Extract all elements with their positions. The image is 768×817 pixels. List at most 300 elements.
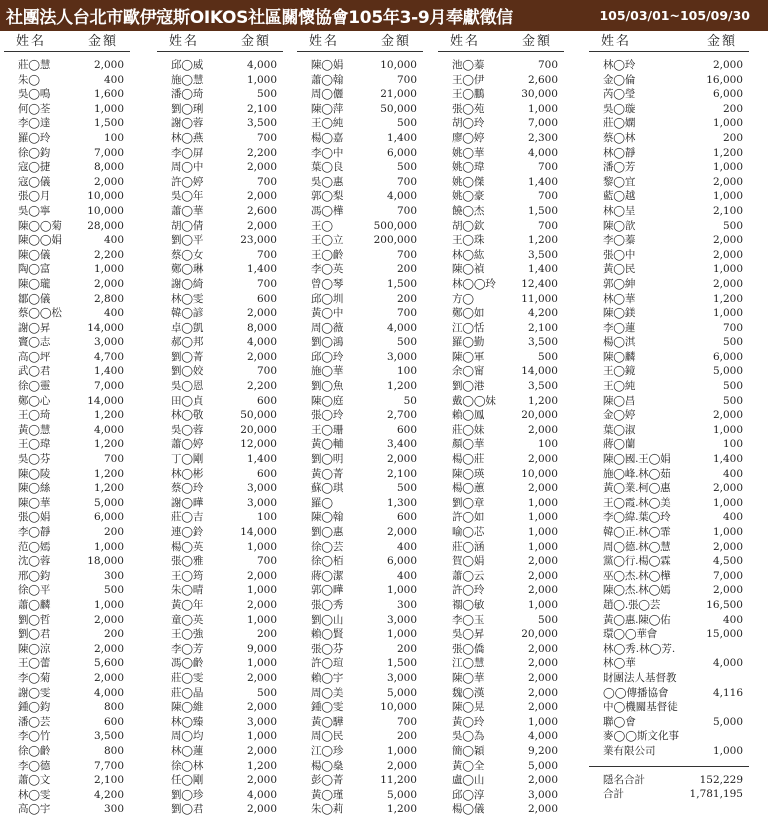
donor-name: 陳◯瑛 bbox=[452, 467, 485, 480]
donor-name: 顏◯華 bbox=[452, 438, 485, 451]
donor-amount: 4,000 bbox=[246, 336, 277, 349]
donor-amount: 4,200 bbox=[527, 307, 558, 320]
donor-row bbox=[297, 437, 423, 452]
donor-amount: 20,000 bbox=[521, 409, 558, 422]
column-header bbox=[4, 34, 130, 52]
donor-name: 蔡◯◯松 bbox=[18, 307, 62, 320]
donor-amount: 23,000 bbox=[240, 234, 277, 247]
donor-row bbox=[438, 408, 564, 423]
donor-name: 劉◯鴻 bbox=[311, 336, 344, 349]
donor-row bbox=[4, 452, 130, 467]
donor-row bbox=[4, 175, 130, 190]
donor-name: 韓◯諺 bbox=[171, 307, 204, 320]
donor-name: 徐◯芸 bbox=[311, 540, 344, 553]
donor-name: 林◯靜 bbox=[603, 146, 636, 159]
donor-row bbox=[157, 146, 283, 161]
donor-amount: 2,000 bbox=[527, 569, 558, 582]
donor-row bbox=[438, 452, 564, 467]
grand-total-value: 1,781,195 bbox=[689, 788, 743, 801]
donor-amount: 700 bbox=[256, 131, 277, 144]
donor-row bbox=[4, 87, 130, 102]
donor-name: 陳◯杰.林◯嫣 bbox=[603, 584, 671, 597]
donor-row bbox=[4, 554, 130, 569]
donor-name: 蔡◯女 bbox=[171, 248, 204, 261]
donor-list bbox=[0, 34, 768, 816]
donor-amount: 1,000 bbox=[712, 190, 743, 203]
donor-row bbox=[438, 364, 564, 379]
donor-row bbox=[297, 379, 423, 394]
donor-amount: 2,000 bbox=[712, 59, 743, 71]
donor-row bbox=[297, 116, 423, 131]
donor-amount: 2,300 bbox=[527, 131, 558, 144]
donor-name: 魏◯漢 bbox=[452, 686, 485, 699]
donor-row bbox=[589, 364, 749, 379]
donor-amount: 14,000 bbox=[87, 394, 124, 407]
donor-name: 劉◯君 bbox=[171, 803, 204, 816]
donor-name: 江◯恬 bbox=[452, 321, 485, 334]
donor-name: 蕭◯婷 bbox=[171, 438, 204, 451]
donor-row bbox=[157, 160, 283, 175]
donor-amount: 2,000 bbox=[712, 248, 743, 261]
donor-name: 藍◯越 bbox=[603, 190, 636, 203]
donor-row bbox=[157, 715, 283, 730]
donor-name: 吳◯璇 bbox=[603, 102, 636, 115]
donor-name: 王◯純 bbox=[603, 380, 636, 393]
donor-row bbox=[157, 759, 283, 774]
amount-header: 金額 bbox=[240, 34, 271, 49]
donor-row bbox=[157, 233, 283, 248]
donor-name: 彭◯菁 bbox=[311, 774, 344, 787]
donor-name: 李◯緯.葉◯玲 bbox=[603, 511, 671, 524]
donor-name: 張◯玲 bbox=[311, 409, 344, 422]
donor-row bbox=[297, 408, 423, 423]
donor-amount: 2,000 bbox=[246, 774, 277, 787]
donor-row bbox=[4, 262, 130, 277]
donor-row bbox=[438, 613, 564, 628]
donor-row bbox=[438, 350, 564, 365]
donor-amount: 400 bbox=[396, 569, 417, 582]
donor-amount: 3,500 bbox=[527, 380, 558, 393]
donor-name: 楊◯蕙 bbox=[452, 482, 485, 495]
donor-row bbox=[589, 102, 749, 117]
donor-name: 劉◯平 bbox=[171, 234, 204, 247]
donor-name: 田◯貞 bbox=[171, 394, 204, 407]
donor-amount: 4,000 bbox=[246, 59, 277, 71]
donor-amount: 12,400 bbox=[521, 277, 558, 290]
donor-name: 胡◯欽 bbox=[452, 219, 485, 232]
donor-row bbox=[157, 204, 283, 219]
donor-amount: 1,000 bbox=[527, 496, 558, 509]
donor-row bbox=[438, 131, 564, 146]
donor-name: 謝◯綺 bbox=[171, 277, 204, 290]
donor-amount: 4,700 bbox=[93, 350, 124, 363]
donor-name: 金◯婷 bbox=[603, 409, 636, 422]
donor-amount: 700 bbox=[396, 204, 417, 217]
donor-row bbox=[297, 759, 423, 774]
donor-row bbox=[297, 335, 423, 350]
donor-name: 葉◯良 bbox=[311, 161, 344, 174]
donor-amount: 1,000 bbox=[527, 715, 558, 728]
donor-name: 王◯琦 bbox=[18, 409, 51, 422]
donor-row bbox=[157, 569, 283, 584]
donor-row bbox=[297, 452, 423, 467]
donor-row bbox=[157, 525, 283, 540]
donor-row bbox=[297, 146, 423, 161]
donor-amount: 7,000 bbox=[93, 146, 124, 159]
name-header: 姓名 bbox=[169, 34, 200, 49]
donor-amount: 700 bbox=[396, 73, 417, 86]
donor-row bbox=[297, 233, 423, 248]
donor-name: 黃◯瑾 bbox=[311, 788, 344, 801]
donor-amount: 2,000 bbox=[246, 744, 277, 757]
donor-amount: 200 bbox=[396, 730, 417, 743]
donor-amount: 11,200 bbox=[380, 774, 417, 787]
donor-amount: 600 bbox=[256, 292, 277, 305]
donor-row bbox=[4, 58, 130, 73]
donor-row bbox=[438, 569, 564, 584]
donor-row bbox=[297, 204, 423, 219]
donor-name: 徐◯林 bbox=[171, 759, 204, 772]
donor-amount: 3,500 bbox=[246, 117, 277, 130]
donor-row bbox=[157, 379, 283, 394]
donor-row bbox=[589, 116, 749, 131]
donor-name: 方◯ bbox=[452, 292, 474, 305]
donor-name: ◯◯傳播協會 bbox=[603, 686, 669, 699]
donor-name: 劉◯明 bbox=[311, 453, 344, 466]
donor-row bbox=[157, 686, 283, 701]
donor-row bbox=[4, 321, 130, 336]
donor-amount: 10,000 bbox=[380, 701, 417, 714]
donor-name: 童◯英 bbox=[171, 613, 204, 626]
donor-amount: 5,000 bbox=[712, 365, 743, 378]
name-header: 姓名 bbox=[601, 34, 632, 49]
donor-amount: 600 bbox=[256, 394, 277, 407]
donor-row bbox=[297, 583, 423, 598]
donor-name: 陳◯瓏 bbox=[18, 277, 51, 290]
donor-amount: 2,000 bbox=[712, 277, 743, 290]
donor-amount: 700 bbox=[537, 219, 558, 232]
donor-name: 張◯僑 bbox=[452, 642, 485, 655]
donor-amount: 1,200 bbox=[93, 438, 124, 451]
donor-name: 劉◯港 bbox=[452, 380, 485, 393]
amount-header: 金額 bbox=[380, 34, 411, 49]
donor-name: 賴◯鳳 bbox=[452, 409, 485, 422]
donor-row bbox=[438, 802, 564, 817]
donor-row bbox=[4, 204, 130, 219]
donor-name: 林◯華 bbox=[603, 292, 636, 305]
donor-row bbox=[297, 700, 423, 715]
donor-amount: 500 bbox=[537, 613, 558, 626]
donor-amount: 1,000 bbox=[386, 628, 417, 641]
donor-row bbox=[157, 583, 283, 598]
donor-name: 胡◯玲 bbox=[452, 117, 485, 130]
donor-row bbox=[589, 452, 749, 467]
donor-amount: 50,000 bbox=[380, 102, 417, 115]
donor-amount: 700 bbox=[256, 175, 277, 188]
donor-row bbox=[297, 73, 423, 88]
donor-amount: 1,000 bbox=[527, 511, 558, 524]
donor-amount: 2,600 bbox=[246, 204, 277, 217]
donor-name: 任◯剛 bbox=[171, 774, 204, 787]
donor-amount: 2,000 bbox=[527, 555, 558, 568]
donor-amount: 2,000 bbox=[246, 701, 277, 714]
donor-amount: 1,000 bbox=[527, 526, 558, 538]
donor-name: 周◯德.林◯慧 bbox=[603, 540, 671, 553]
donor-amount: 9,200 bbox=[527, 744, 558, 757]
donor-name: 何◯荃 bbox=[18, 102, 51, 115]
donor-row bbox=[4, 540, 130, 555]
donor-name: 楊◯淇 bbox=[603, 336, 636, 349]
donor-name: 高◯坪 bbox=[18, 350, 51, 363]
donor-amount: 14,000 bbox=[521, 365, 558, 378]
donor-name: 芮◯瑩 bbox=[603, 88, 636, 101]
donor-name: 姚◯華 bbox=[452, 146, 485, 159]
donor-amount: 2,000 bbox=[527, 584, 558, 597]
amount-header: 金額 bbox=[706, 34, 737, 49]
donor-amount: 2,000 bbox=[246, 219, 277, 232]
donor-name: 蔣◯潔 bbox=[311, 569, 344, 582]
anonymous-total-value: 152,229 bbox=[699, 773, 743, 786]
donor-amount: 700 bbox=[396, 307, 417, 320]
donor-row bbox=[589, 437, 749, 452]
donor-row bbox=[157, 671, 283, 686]
donor-amount: 18,000 bbox=[87, 555, 124, 568]
donor-row bbox=[157, 189, 283, 204]
donor-amount: 1,400 bbox=[246, 453, 277, 466]
donor-amount: 8,000 bbox=[93, 161, 124, 174]
column-header bbox=[438, 34, 564, 52]
donor-amount: 1,000 bbox=[93, 598, 124, 611]
donor-amount: 3,400 bbox=[386, 438, 417, 451]
donor-row bbox=[438, 204, 564, 219]
donor-amount: 100 bbox=[256, 511, 277, 524]
donor-name: 蕭◯麟 bbox=[18, 598, 51, 611]
donor-amount: 11,000 bbox=[521, 292, 558, 305]
donor-name: 高◯宇 bbox=[18, 803, 51, 816]
donor-amount: 100 bbox=[537, 438, 558, 451]
donor-name: 蕭◯文 bbox=[18, 774, 51, 787]
donor-row bbox=[157, 175, 283, 190]
donor-amount: 300 bbox=[103, 569, 124, 582]
donor-row bbox=[157, 277, 283, 292]
donor-row bbox=[438, 583, 564, 598]
donor-row bbox=[297, 58, 423, 73]
donor-row bbox=[438, 277, 564, 292]
donor-name: 蔡◯林 bbox=[603, 131, 636, 144]
donor-name: 禤◯敏 bbox=[452, 598, 485, 611]
donor-amount: 400 bbox=[722, 467, 743, 480]
donor-row bbox=[438, 598, 564, 613]
donor-amount: 500 bbox=[722, 380, 743, 393]
donor-name: 鄒◯儀 bbox=[18, 292, 51, 305]
donor-amount: 2,000 bbox=[246, 190, 277, 203]
donor-row bbox=[589, 715, 749, 730]
donor-name: 王◯蕾 bbox=[18, 657, 51, 670]
donor-name: 郭◯曄 bbox=[311, 584, 344, 597]
donor-amount: 1,400 bbox=[386, 131, 417, 144]
donor-amount: 2,000 bbox=[527, 671, 558, 684]
donor-amount: 4,500 bbox=[712, 555, 743, 568]
donor-name: 陳◯維 bbox=[171, 701, 204, 714]
donor-row bbox=[4, 671, 130, 686]
donor-name: 徐◯靈 bbox=[18, 380, 51, 393]
donor-column-4 bbox=[438, 34, 564, 817]
donor-amount: 1,200 bbox=[527, 394, 558, 407]
donor-name: 周◯薇 bbox=[311, 321, 344, 334]
donor-name: 林◯臻 bbox=[171, 715, 204, 728]
grand-total-row bbox=[589, 787, 749, 802]
donor-name: 盧◯山 bbox=[452, 774, 485, 787]
donor-row bbox=[4, 627, 130, 642]
donor-row bbox=[4, 350, 130, 365]
donor-name: 林◯蓮 bbox=[171, 744, 204, 757]
donor-row bbox=[438, 759, 564, 774]
donor-name: 陳◯◯菊 bbox=[18, 219, 62, 232]
donor-name: 王◯珊 bbox=[311, 423, 344, 436]
donor-row bbox=[589, 569, 749, 584]
donor-name: 劉◯哲 bbox=[18, 613, 51, 626]
donor-amount: 4,000 bbox=[386, 321, 417, 334]
donor-row bbox=[4, 686, 130, 701]
donor-row bbox=[157, 627, 283, 642]
donor-name: 吳◯蓉 bbox=[171, 423, 204, 436]
donor-name: 林◯彬 bbox=[171, 467, 204, 480]
donor-name: 陳◯昌 bbox=[603, 394, 636, 407]
donor-amount: 20,000 bbox=[240, 423, 277, 436]
donor-amount: 1,000 bbox=[527, 102, 558, 115]
donor-name: 陶◯富 bbox=[18, 263, 51, 276]
donor-row bbox=[297, 292, 423, 307]
donor-amount: 4,116 bbox=[712, 686, 743, 699]
donor-amount: 7,000 bbox=[527, 117, 558, 130]
donor-name: 黃◯業.柯◯惠 bbox=[603, 482, 671, 495]
donor-row bbox=[297, 554, 423, 569]
donor-amount: 600 bbox=[256, 467, 277, 480]
donor-row bbox=[438, 729, 564, 744]
donor-name: 吳◯恩 bbox=[171, 380, 204, 393]
donor-row bbox=[297, 540, 423, 555]
donor-name: 范◯嫣 bbox=[18, 540, 51, 553]
donor-name: 周◯民 bbox=[311, 730, 344, 743]
donor-row bbox=[4, 598, 130, 613]
donor-name: 陳◯娟 bbox=[311, 59, 344, 71]
donor-amount: 1,000 bbox=[527, 540, 558, 553]
donor-amount: 1,400 bbox=[712, 453, 743, 466]
donor-amount: 1,000 bbox=[712, 263, 743, 276]
donor-amount: 12,000 bbox=[240, 438, 277, 451]
donor-row bbox=[589, 277, 749, 292]
donor-amount: 600 bbox=[396, 511, 417, 524]
donor-row bbox=[4, 656, 130, 671]
donor-name: 邢◯鈞 bbox=[18, 569, 51, 582]
donor-amount: 400 bbox=[396, 540, 417, 553]
donor-name: 江◯珍 bbox=[311, 744, 344, 757]
donor-amount: 500 bbox=[256, 686, 277, 699]
donor-amount: 1,200 bbox=[93, 467, 124, 480]
donor-name: 周◯中 bbox=[171, 161, 204, 174]
donor-row bbox=[438, 335, 564, 350]
donor-name: 王◯立 bbox=[311, 234, 344, 247]
donor-name: 王◯珠 bbox=[452, 234, 485, 247]
donor-amount: 3,500 bbox=[93, 730, 124, 743]
donor-row bbox=[589, 350, 749, 365]
donor-row bbox=[438, 262, 564, 277]
donor-name: 潘◯芳 bbox=[603, 161, 636, 174]
donor-name: 鍾◯雯 bbox=[311, 701, 344, 714]
donor-amount: 200 bbox=[722, 131, 743, 144]
donor-amount: 1,500 bbox=[93, 117, 124, 130]
donor-row bbox=[4, 146, 130, 161]
donor-row bbox=[4, 306, 130, 321]
donor-row bbox=[589, 686, 749, 701]
donor-name: 林◯紘 bbox=[452, 248, 485, 261]
donor-row bbox=[4, 189, 130, 204]
donor-amount: 10,000 bbox=[87, 204, 124, 217]
donor-name: 蕭◯華 bbox=[171, 204, 204, 217]
donor-amount: 6,000 bbox=[712, 350, 743, 363]
donor-amount: 16,000 bbox=[706, 73, 743, 86]
donor-name: 林◯華 bbox=[603, 657, 636, 670]
donor-name: 陳◯歆 bbox=[603, 219, 636, 232]
donor-row bbox=[297, 87, 423, 102]
donor-column-5-tail bbox=[589, 642, 749, 802]
donor-name: 劉◯琍 bbox=[171, 102, 204, 115]
donor-amount: 10,000 bbox=[380, 59, 417, 71]
donor-amount: 2,000 bbox=[246, 350, 277, 363]
donor-name: 周◯儷 bbox=[311, 88, 344, 101]
donor-row bbox=[297, 802, 423, 817]
donor-amount: 3,000 bbox=[246, 496, 277, 509]
donor-amount: 2,200 bbox=[246, 146, 277, 159]
donor-amount: 1,000 bbox=[246, 584, 277, 597]
donor-name: 業有限公司 bbox=[603, 744, 656, 757]
donor-row bbox=[589, 423, 749, 438]
donor-row bbox=[4, 73, 130, 88]
donor-amount: 1,200 bbox=[386, 380, 417, 393]
donor-amount: 7,700 bbox=[93, 759, 124, 772]
donor-name: 邱◯威 bbox=[171, 59, 204, 71]
donor-row bbox=[157, 58, 283, 73]
donor-row bbox=[157, 540, 283, 555]
donor-name: 王◯ bbox=[311, 219, 333, 232]
donor-name: 謝◯雯 bbox=[18, 686, 51, 699]
donor-amount: 500 bbox=[396, 161, 417, 174]
donor-amount: 3,000 bbox=[386, 671, 417, 684]
donor-row bbox=[438, 248, 564, 263]
donor-row bbox=[438, 87, 564, 102]
donor-row bbox=[589, 525, 749, 540]
donor-column-5 bbox=[589, 34, 749, 802]
donor-row bbox=[297, 102, 423, 117]
donor-amount: 3,000 bbox=[93, 336, 124, 349]
donor-amount: 10,000 bbox=[521, 467, 558, 480]
donor-amount: 200 bbox=[103, 526, 124, 538]
donor-row bbox=[4, 364, 130, 379]
donor-amount: 700 bbox=[256, 248, 277, 261]
donor-amount: 14,000 bbox=[87, 321, 124, 334]
donor-name: 朱◯晴 bbox=[171, 584, 204, 597]
donor-row bbox=[4, 131, 130, 146]
donor-row bbox=[4, 583, 130, 598]
donor-name: 吳◯鳴 bbox=[18, 88, 51, 101]
donor-amount: 100 bbox=[396, 365, 417, 378]
donor-row bbox=[297, 175, 423, 190]
donor-amount: 1,200 bbox=[386, 803, 417, 816]
donor-amount: 2,000 bbox=[93, 642, 124, 655]
donor-amount: 700 bbox=[256, 277, 277, 290]
donor-row bbox=[157, 744, 283, 759]
donor-amount: 5,600 bbox=[93, 657, 124, 670]
